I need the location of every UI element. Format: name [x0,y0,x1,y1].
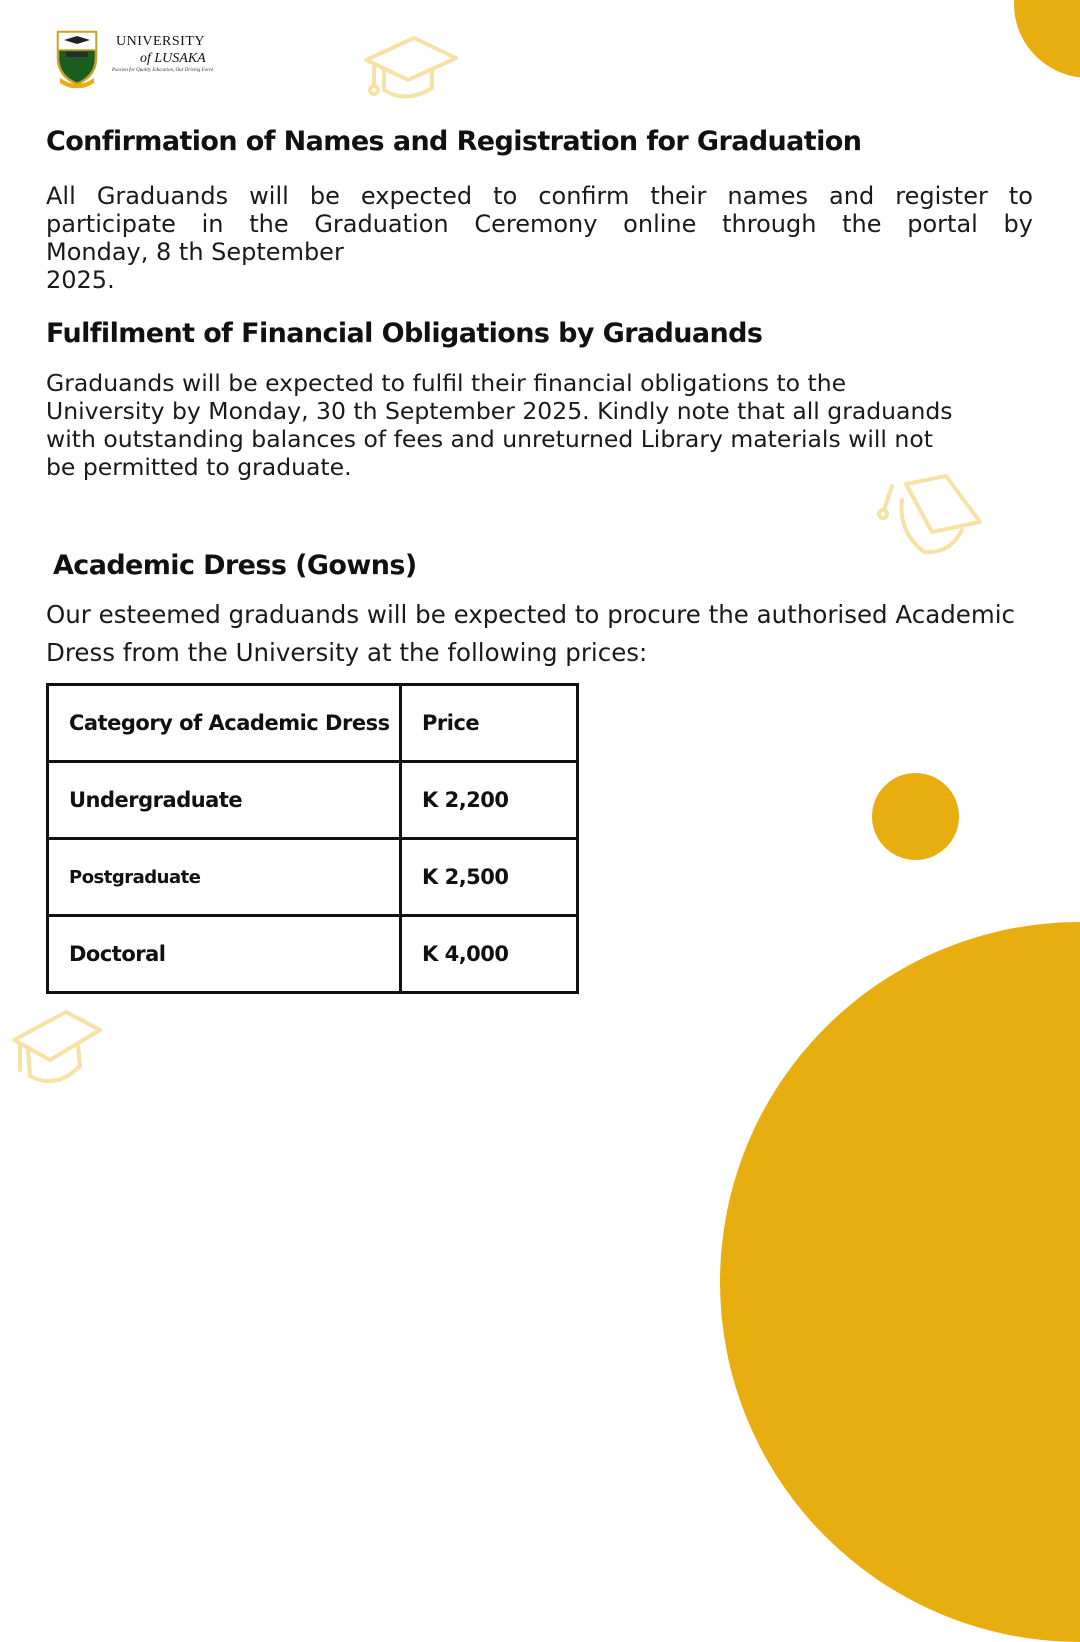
paragraph-financial [46,369,1056,481]
paragraph-academic-dress [46,596,1076,672]
heading-academic-dress: Academic Dress (Gowns) [53,550,417,581]
paragraph-line: Monday, 8 th September [46,238,344,266]
decorative-circle-middle [872,773,959,860]
decorative-circle-top [1014,0,1080,78]
paragraph-line: Dress from the University at the following prices: [46,638,648,667]
cell-category: Doctoral [48,916,401,993]
cell-price: K 4,000 [401,916,578,993]
paragraph-line: Graduands will be expected to fulfil their financial obligations to the [46,369,847,397]
price-table [46,683,579,994]
paragraph-line: 2025. [46,266,115,294]
graduation-cap-icon [10,1000,105,1085]
cell-category: Undergraduate [48,762,401,839]
logo-line-university: UNIVERSITY [116,34,205,49]
header-price: Price [401,685,578,762]
university-crest-icon [54,28,100,88]
cell-price: K 2,500 [401,839,578,916]
paragraph-line: University by Monday, 30 th September 2025. Kindly note that all graduands [46,397,953,425]
cell-category: Postgraduate [48,839,401,916]
table-row [48,839,578,916]
header-category: Category of Academic Dress [48,685,401,762]
paragraph-line: with outstanding balances of fees and unreturned Library materials will not [46,425,933,453]
heading-confirmation: Confirmation of Names and Registration for Graduation [46,126,862,157]
paragraph-line: Our esteemed graduands will be expected to procure the authorised Academic [46,600,1015,629]
logo-line-lusaka: of LUSAKA [140,51,206,66]
table-row [48,916,578,993]
university-logo [106,34,216,73]
table-row [48,762,578,839]
decorative-circle-bottom [720,922,1080,1642]
logo-tagline: Passion for Quality Education, Our Driving Force [112,68,214,73]
paragraph-line: All Graduands will be expected to confirm their names and register to [46,182,1033,210]
paragraph-line: be permitted to graduate. [46,453,352,481]
paragraph-line: participate in the Graduation Ceremony online through the portal by [46,210,1033,238]
heading-financial: Fulfilment of Financial Obligations by Graduands [46,318,763,349]
graduation-cap-icon [360,30,460,108]
graduation-cap-icon [876,470,986,560]
table-header-row [48,685,578,762]
paragraph-confirmation [46,182,1033,294]
cell-price: K 2,200 [401,762,578,839]
